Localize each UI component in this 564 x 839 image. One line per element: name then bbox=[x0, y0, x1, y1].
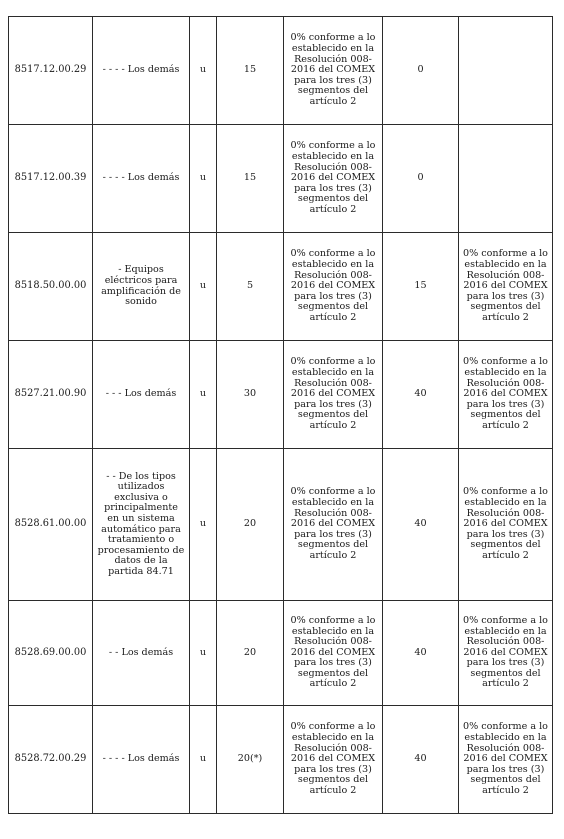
table-row bbox=[9, 341, 553, 449]
description-cell: - - - - Los demás bbox=[93, 17, 190, 125]
table-row bbox=[9, 706, 553, 814]
table-row bbox=[9, 17, 553, 125]
table-row bbox=[9, 125, 553, 233]
condition-cell: 0% conforme a lo establecido en la Resolución 008-2016 del COMEX para los tres (3) segmentos del artículo 2 bbox=[284, 601, 383, 706]
condition2-cell: 0% conforme a lo establecido en la Resolución 008-2016 del COMEX para los tres (3) segmentos del artículo 2 bbox=[459, 449, 553, 601]
rate-cell: 30 bbox=[217, 341, 284, 449]
description-cell: - - - Los demás bbox=[93, 341, 190, 449]
description-cell: - - - - Los demás bbox=[93, 125, 190, 233]
rate-cell: 20(*) bbox=[217, 706, 284, 814]
condition2-cell: 0% conforme a lo establecido en la Resolución 008-2016 del COMEX para los tres (3) segmentos del artículo 2 bbox=[459, 341, 553, 449]
unit-cell: u bbox=[190, 706, 217, 814]
condition2-cell: 0% conforme a lo establecido en la Resolución 008-2016 del COMEX para los tres (3) segmentos del artículo 2 bbox=[459, 601, 553, 706]
tariff-code-cell: 8528.61.00.00 bbox=[9, 449, 93, 601]
condition2-cell bbox=[459, 17, 553, 125]
condition2-cell: 0% conforme a lo establecido en la Resolución 008-2016 del COMEX para los tres (3) segmentos del artículo 2 bbox=[459, 706, 553, 814]
tariff-code-cell: 8518.50.00.00 bbox=[9, 233, 93, 341]
condition-cell: 0% conforme a lo establecido en la Resolución 008-2016 del COMEX para los tres (3) segmentos del artículo 2 bbox=[284, 449, 383, 601]
table-row bbox=[9, 449, 553, 601]
rate2-cell: 40 bbox=[383, 601, 459, 706]
unit-cell: u bbox=[190, 17, 217, 125]
tariff-code-cell: 8517.12.00.29 bbox=[9, 17, 93, 125]
tariff-code-cell: 8528.69.00.00 bbox=[9, 601, 93, 706]
rate2-cell: 0 bbox=[383, 17, 459, 125]
description-cell: - - - - Los demás bbox=[93, 706, 190, 814]
unit-cell: u bbox=[190, 601, 217, 706]
condition2-cell bbox=[459, 125, 553, 233]
unit-cell: u bbox=[190, 125, 217, 233]
unit-cell: u bbox=[190, 449, 217, 601]
rate2-cell: 40 bbox=[383, 449, 459, 601]
rate-cell: 15 bbox=[217, 17, 284, 125]
table-row bbox=[9, 233, 553, 341]
rate-cell: 20 bbox=[217, 601, 284, 706]
condition-cell: 0% conforme a lo establecido en la Resolución 008-2016 del COMEX para los tres (3) segmentos del artículo 2 bbox=[284, 341, 383, 449]
table-row bbox=[9, 601, 553, 706]
unit-cell: u bbox=[190, 233, 217, 341]
description-cell: - - Los demás bbox=[93, 601, 190, 706]
tariff-code-cell: 8527.21.00.90 bbox=[9, 341, 93, 449]
unit-cell: u bbox=[190, 341, 217, 449]
rate2-cell: 40 bbox=[383, 706, 459, 814]
tariff-code-cell: 8528.72.00.29 bbox=[9, 706, 93, 814]
tariff-table bbox=[8, 16, 553, 814]
rate2-cell: 0 bbox=[383, 125, 459, 233]
condition-cell: 0% conforme a lo establecido en la Resolución 008-2016 del COMEX para los tres (3) segmentos del artículo 2 bbox=[284, 233, 383, 341]
condition-cell: 0% conforme a lo establecido en la Resolución 008-2016 del COMEX para los tres (3) segmentos del artículo 2 bbox=[284, 125, 383, 233]
description-cell: - Equipos eléctricos para amplificación de sonido bbox=[93, 233, 190, 341]
rate-cell: 15 bbox=[217, 125, 284, 233]
rate-cell: 20 bbox=[217, 449, 284, 601]
condition2-cell: 0% conforme a lo establecido en la Resolución 008-2016 del COMEX para los tres (3) segmentos del artículo 2 bbox=[459, 233, 553, 341]
rate2-cell: 15 bbox=[383, 233, 459, 341]
tariff-code-cell: 8517.12.00.39 bbox=[9, 125, 93, 233]
condition-cell: 0% conforme a lo establecido en la Resolución 008-2016 del COMEX para los tres (3) segmentos del artículo 2 bbox=[284, 706, 383, 814]
description-cell: - - De los tipos utilizados exclusiva o principalmente en un sistema automático para tratamiento o procesamiento de datos de la partida 84.71 bbox=[93, 449, 190, 601]
condition-cell: 0% conforme a lo establecido en la Resolución 008-2016 del COMEX para los tres (3) segmentos del artículo 2 bbox=[284, 17, 383, 125]
rate-cell: 5 bbox=[217, 233, 284, 341]
rate2-cell: 40 bbox=[383, 341, 459, 449]
